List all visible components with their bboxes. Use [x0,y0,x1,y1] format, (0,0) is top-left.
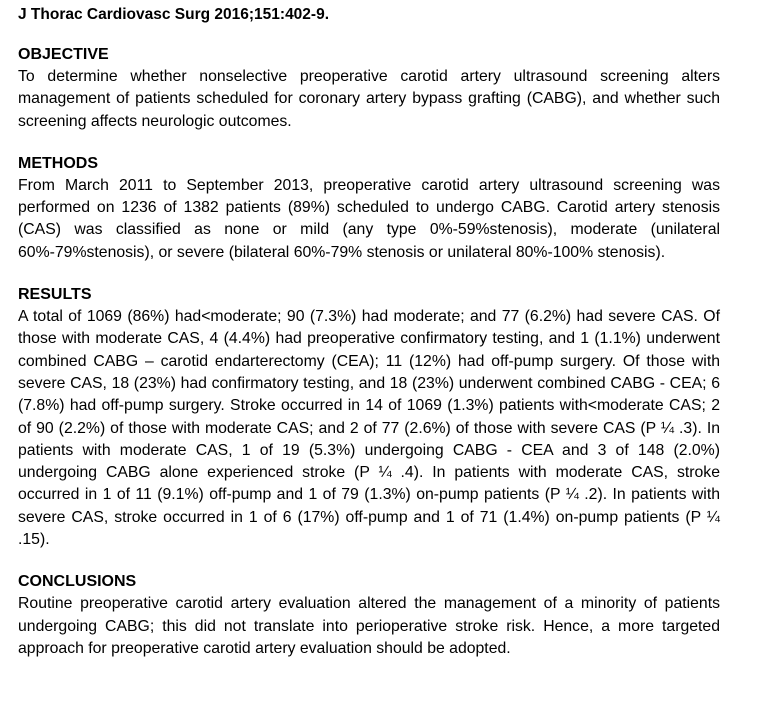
section-text-conclusions: Routine preoperative carotid artery evaluation altered the management of a minority of patients undergoing CABG; this did not translate into perioperative stroke risk. Hence, a more targeted approach for preoperative carotid artery evaluation should be adopted. [18,595,720,657]
section-conclusions [18,571,720,660]
section-heading-objective: OBJECTIVE [18,46,109,63]
citation: J Thorac Cardiovasc Surg 2016;151:402-9. [18,6,330,23]
section-text-methods: From March 2011 to September 2013, preoperative carotid artery ultrasound screening was performed on 1236 of 1382 patients (89%) scheduled to undergo CABG. Carotid artery stenosis (CAS) was classified as none or mild (any type 0%-59%stenosis), moderate (unilateral 60%-79%stenosis), or severe (bilateral 60%-79% stenosis or unilateral 80%-100% stenosis). [18,176,720,261]
section-methods [18,153,720,264]
section-objective [18,44,720,133]
section-heading-conclusions: CONCLUSIONS [18,573,137,591]
section-text-objective: To determine whether nonselective preoperative carotid artery ultrasound screening alters management of patients scheduled for coronary artery bypass grafting (CABG), and whether such screening affects neurologic outcomes. [18,68,720,130]
section-results [18,284,720,551]
section-heading-results: RESULTS [18,286,92,304]
section-heading-methods: METHODS [18,154,98,172]
abstract-page [18,4,720,680]
section-text-results: A total of 1069 (86%) had<moderate; 90 (7.3%) had moderate; and 77 (6.2%) had severe CAS. Of those with moderate CAS, 4 (4.4%) had preoperative confirmatory testing, and 1 (1.1%) underwent combined CABG – carotid endarterectomy (CEA); 11 (12%) had off-pump surgery. Of those with severe CAS, 18 (23%) had confirmatory testing, and 18 (23%) underwent combined CABG - CEA; 6 (7.8%) had off-pump surgery. Stroke occurred in 14 of 1069 (1.3%) patients with<moderate CAS; 2 of 90 (2.2%) of those with moderate CAS; and 2 of 77 (2.6%) of those with severe CAS (P ¼ .3). In patients with moderate CAS, 1 of 19 (5.3%) undergoing CABG - CEA and 3 of 148 (2.0%) undergoing CABG alone experienced stroke (P ¼ .4). In patients with moderate CAS, stroke occurred in 1 of 11 (9.1%) off-pump and 1 of 79 (1.3%) on-pump patients (P ¼ .2). In patients with severe CAS, stroke occurred in 1 of 6 (17%) off-pump and 1 of 71 (1.4%) on-pump patients (P ¼ .15). [18,308,720,549]
